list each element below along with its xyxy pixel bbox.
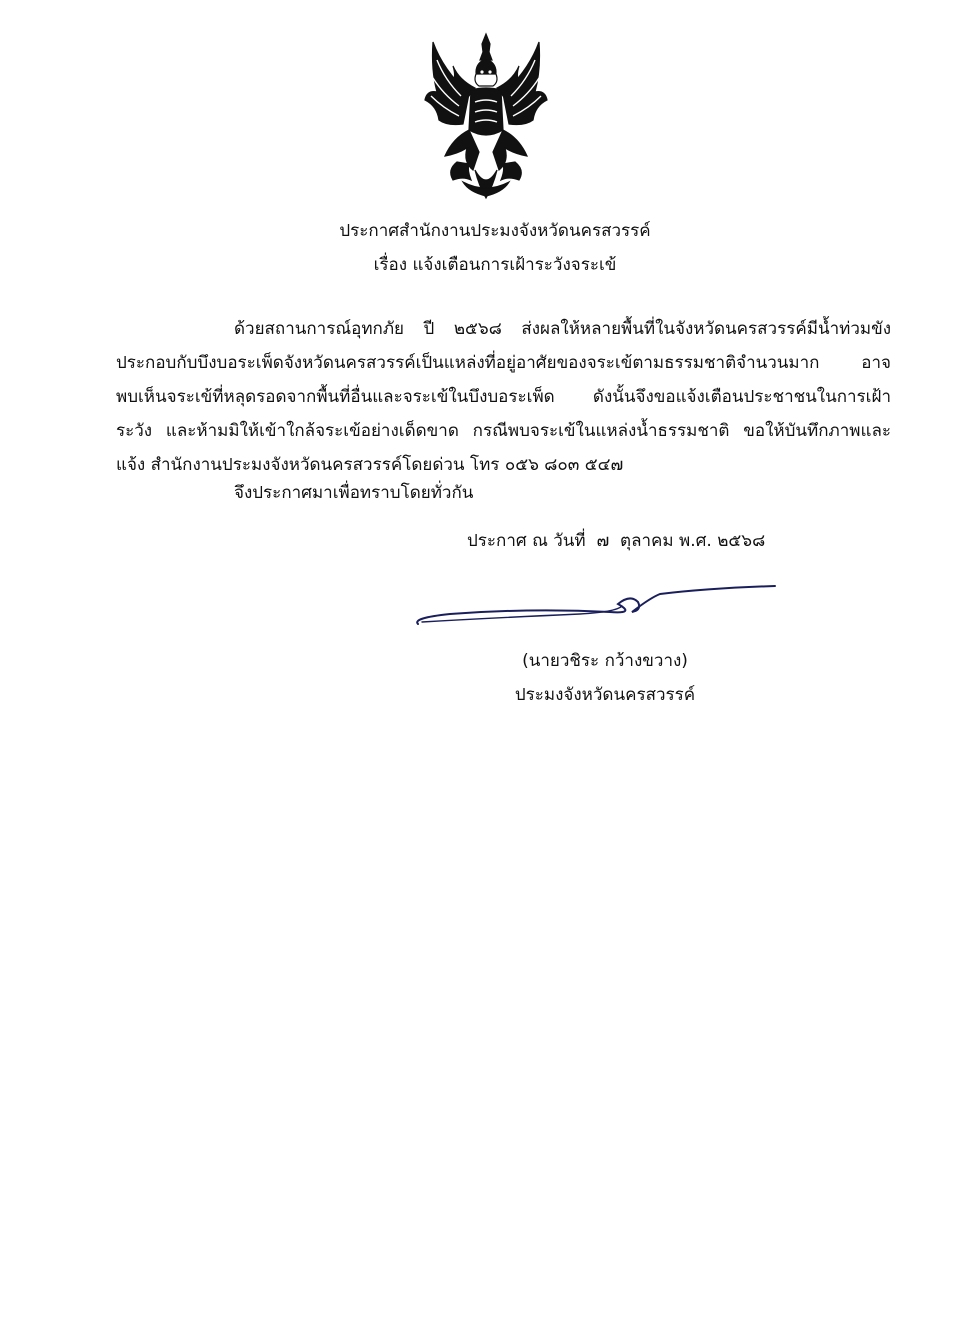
announcement-title: ประกาศสำนักงานประมงจังหวัดนครสวรรค์ <box>339 221 651 241</box>
signer-position: ประมงจังหวัดนครสวรรค์ <box>514 685 696 705</box>
body-paragraph: ด้วยสถานการณ์อุทกภัย ปี ๒๕๖๘ ส่งผลให้หลายพื้นที่ในจังหวัดนครสวรรค์มีน้ำท่วมขัง ประกอบกับบึงบอระเพ็ดจังหวัดนครสวรรค์เป็นแหล่งที่อยู่อาศัยของจระเข้ตามธรรมชาติจำนวนมาก อาจพบเห็นจระเข้ที่หลุดรอดจากพื้นที่อื่นและจระเข้ในบึงบอระเพ็ด ดังนั้นจึงขอแจ้งเตือนประชาชนในการเฝ้าระวัง และห้ามมิให้เข้าใกล้จระเข้อย่างเด็ดขาด กรณีพบจระเข้ในแหล่งน้ำธรรมชาติ ขอให้บันทึกภาพและแจ้ง สำนักงานประมงจังหวัดนครสวรรค์โดยด่วน โทร ๐๕๖ ๘๐๓ ๕๔๗ <box>116 319 891 475</box>
announcement-subject: เรื่อง แจ้งเตือนการเฝ้าระวังจระเข้ <box>373 255 617 275</box>
announcement-header <box>0 214 960 282</box>
closing-statement: จึงประกาศมาเพื่อทราบโดยทั่วกัน <box>234 483 474 503</box>
signer-block <box>490 644 720 712</box>
garuda-emblem-icon <box>423 30 549 200</box>
signer-name: (นายวชิระ กว้างขวาง) <box>522 651 688 671</box>
signature-stroke <box>417 586 775 624</box>
signature-image <box>410 576 790 636</box>
announcement-date: ประกาศ ณ วันที่ ๗ ตุลาคม พ.ศ. ๒๕๖๘ <box>467 531 766 551</box>
announcement-body <box>116 312 891 482</box>
